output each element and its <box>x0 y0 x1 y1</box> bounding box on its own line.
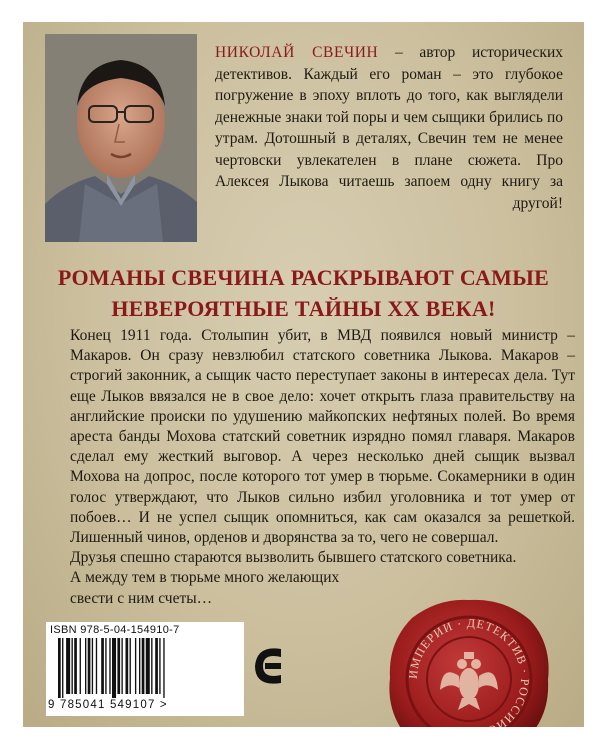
barcode-bar <box>139 638 140 694</box>
annotation-paragraph-1: Конец 1911 года. Столыпин убит, в МВД появился новый министр – Макаров. Он сразу невзлюбил статского советника Лыкова. Макаров – строгий законник, а сыщик часто переступает законы в интересах дела. Тут еще Лыков ввязался не в свое дело: хочет открыть глаза правительству на английские происки по удушению майкопских нефтяных полей. Во время ареста банды Мохова статский советник изрядно помял главаря. Макаров сделал ему жесткий выговор. А через несколько дней сыщик вызвал Мохова на допрос, после которого тот умер в тюрьме. Сокамерники в один голос утверждают, что Лыков сильно избил уголовника и тот умер от побоев… И не успел сыщик опомниться, как сам оказался за решеткой. Лишенный чинов, орденов и дворянства за то, чего не совершал. <box>70 327 575 547</box>
isbn-label: ISBN 978-5-04-154910-7 <box>50 624 180 636</box>
author-bio-text: – автор исторических детективов. Каждый его роман – это глубокое погружение в эпоху вплоть до того, как выглядели денежные знаки той поры и чем сыщики брились по утрам. Дотошный в деталях, Свечин тем не менее чертовски увлекателен в плане сюжета. Про Алексея Лыкова читаешь запоем одну книгу за другой! <box>215 44 563 212</box>
barcode-bar <box>80 638 81 694</box>
annotation-line-2b: А между тем в тюрьме много желающих <box>70 569 340 587</box>
headline-line-1: РОМАНЫ СВЕЧИНА РАСКРЫВАЮТ САМЫЕ <box>57 265 550 290</box>
publisher-logo-icon <box>251 641 287 691</box>
barcode-bar <box>121 638 122 694</box>
author-name: НИКОЛАЙ СВЕЧИН <box>215 44 379 61</box>
barcode-bar <box>96 638 97 694</box>
wax-seal <box>384 594 554 743</box>
barcode-bar <box>72 638 73 694</box>
barcode-bar <box>88 638 91 694</box>
author-bio <box>215 42 563 214</box>
barcode-bar <box>163 638 164 698</box>
barcode-bar <box>155 638 158 694</box>
barcode-bar <box>105 638 106 694</box>
barcode-bar <box>135 638 136 694</box>
book-annotation <box>70 326 575 609</box>
annotation-line-2a: Друзья спешно стараются вызволить бывшего статского советника. <box>70 549 517 567</box>
barcode-bar <box>117 638 120 694</box>
barcode-bar <box>151 638 152 694</box>
barcode-bar <box>92 638 93 694</box>
headline <box>23 262 584 324</box>
seal-ring-text: ИМПЕРИИ · ДЕТЕКТИВ · РОССИЙСКОЙ · <box>405 615 533 743</box>
headline-line-2: НЕВЕРОЯТНЫЕ ТАЙНЫ XX ВЕКА! <box>111 296 496 321</box>
barcode <box>54 638 234 698</box>
barcode-bar <box>109 638 110 694</box>
barcode-bar <box>58 638 61 698</box>
annotation-line-2c: свести с ним счеты… <box>70 589 213 607</box>
barcode-bar <box>146 638 150 694</box>
barcode-bar <box>74 638 77 694</box>
barcode-bar <box>142 638 145 694</box>
barcode-bar <box>66 638 70 694</box>
barcode-bar <box>130 638 131 694</box>
barcode-bar <box>101 638 104 694</box>
barcode-bar <box>159 638 160 694</box>
barcode-bar <box>62 638 63 698</box>
barcode-bar <box>85 638 86 694</box>
author-photo <box>45 34 197 242</box>
barcode-digits: 9 785041 549107 > <box>48 699 168 711</box>
barcode-bar <box>112 638 116 698</box>
barcode-bar <box>126 638 129 694</box>
